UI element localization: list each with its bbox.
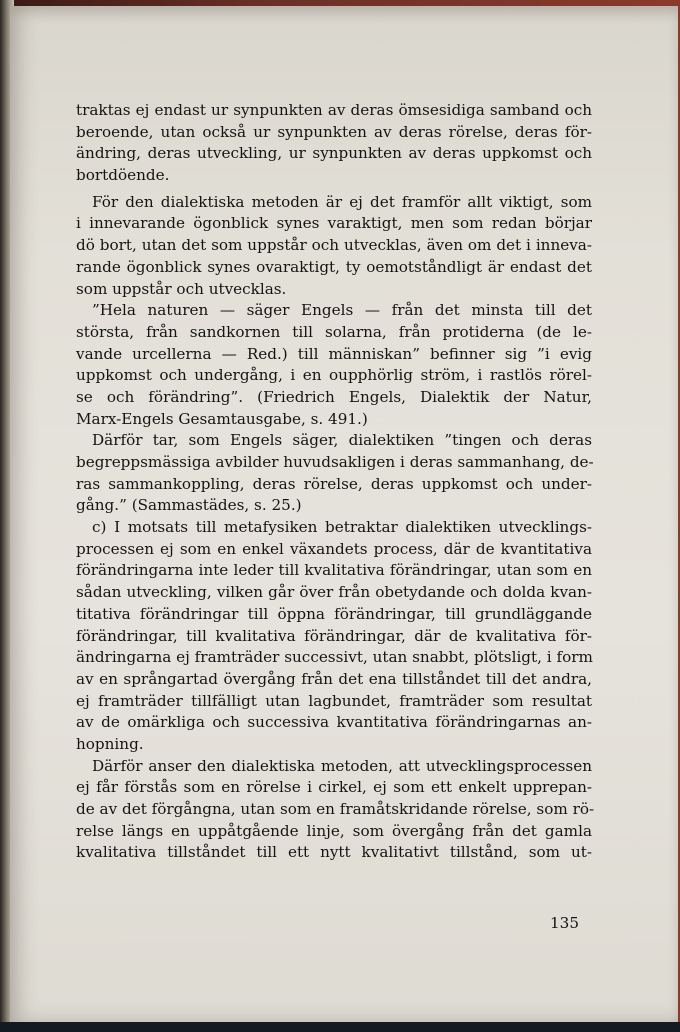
paragraph [76, 517, 592, 756]
text-line: förändringar, till kvalitativa förändringar, där de kvalitativa för- [76, 626, 592, 645]
text-line: sådan utveckling, vilken går över från obetydande och dolda kvan- [76, 583, 592, 602]
text-line: av en språngartad övergång från det ena tillståndet till det andra, [76, 669, 592, 688]
text-line: Marx-Engels Gesamtausgabe, s. 491.) [76, 409, 368, 428]
paragraph [76, 430, 592, 517]
text-line: förändringarna inte leder till kvalitativa förändringar, utan som en [76, 561, 592, 580]
text-line: relse längs en uppåtgående linje, som övergång från det gamla [76, 821, 592, 840]
text-line: För den dialektiska metoden är ej det framför allt viktigt, som [92, 192, 592, 211]
text-line: ej får förstås som en rörelse i cirkel, ej som ett enkelt upprepan- [76, 778, 592, 797]
text-line: största, från sandkornen till solarna, från protiderna (de le- [76, 322, 592, 341]
text-line: titativa förändringar till öppna förändringar, till grundläggande [76, 604, 592, 623]
text-line: ändring, deras utveckling, ur synpunkten av deras uppkomst och [76, 144, 592, 163]
text-line: rande ögonblick synes ovaraktigt, ty oemotståndligt är endast det [76, 257, 592, 276]
text-line: bortdöende. [76, 166, 170, 185]
book-page [10, 6, 678, 1022]
text-line: Därför anser den dialektiska metoden, att utvecklingsprocessen [92, 756, 592, 775]
text-line: begreppsmässiga avbilder huvudsakligen i deras sammanhang, de- [76, 453, 594, 471]
text-line: se och förändring”. (Friedrich Engels, Dialektik der Natur, [76, 387, 592, 406]
text-line: ras sammankoppling, deras rörelse, deras uppkomst och under- [76, 474, 592, 493]
text-line: c) I motsats till metafysiken betraktar dialektiken utvecklings- [92, 518, 592, 537]
paragraph [76, 100, 592, 187]
background-strip [0, 1022, 680, 1032]
text-line: i innevarande ögonblick synes varaktigt, men som redan börjar [76, 214, 592, 233]
text-line: ändringarna ej framträder successivt, utan snabbt, plötsligt, i form [76, 648, 593, 667]
text-line: vande urcellerna — Red.) till människan” befinner sig ”i evig [76, 344, 592, 363]
body-text [76, 100, 595, 864]
text-line: av de omärkliga och successiva kvantitativa förändringarnas an- [76, 713, 592, 732]
text-line: beroende, utan också ur synpunkten av deras rörelse, deras för- [76, 122, 592, 141]
paragraph [76, 192, 592, 300]
text-line: dö bort, utan det som uppstår och utvecklas, även om det i inneva- [76, 236, 592, 255]
text-line: kvalitativa tillståndet till ett nytt kvalitativt tillstånd, som ut- [76, 843, 592, 862]
paragraph [76, 756, 595, 864]
page-number: 135 [550, 914, 579, 932]
paragraph [76, 300, 592, 430]
text-line: som uppstår och utvecklas. [76, 279, 287, 298]
text-line: hopning. [76, 734, 144, 753]
text-line: ej framträder tillfälligt utan lagbundet, framträder som resultat [76, 691, 592, 710]
text-line: de av det förgångna, utan som en framåtskridande rörelse, som rö- [76, 800, 595, 818]
text-line: uppkomst och undergång, i en oupphörlig ström, i rastlös rörel- [76, 366, 592, 385]
text-line: ”Hela naturen — säger Engels — från det minsta till det [92, 301, 592, 320]
text-line: traktas ej endast ur synpunkten av deras ömsesidiga samband och [76, 101, 592, 119]
text-line: Därför tar, som Engels säger, dialektiken ”tingen och deras [92, 431, 592, 450]
text-line: processen ej som en enkel växandets process, där de kvantitativa [76, 539, 592, 558]
text-line: gång.” (Sammastädes, s. 25.) [76, 496, 302, 515]
